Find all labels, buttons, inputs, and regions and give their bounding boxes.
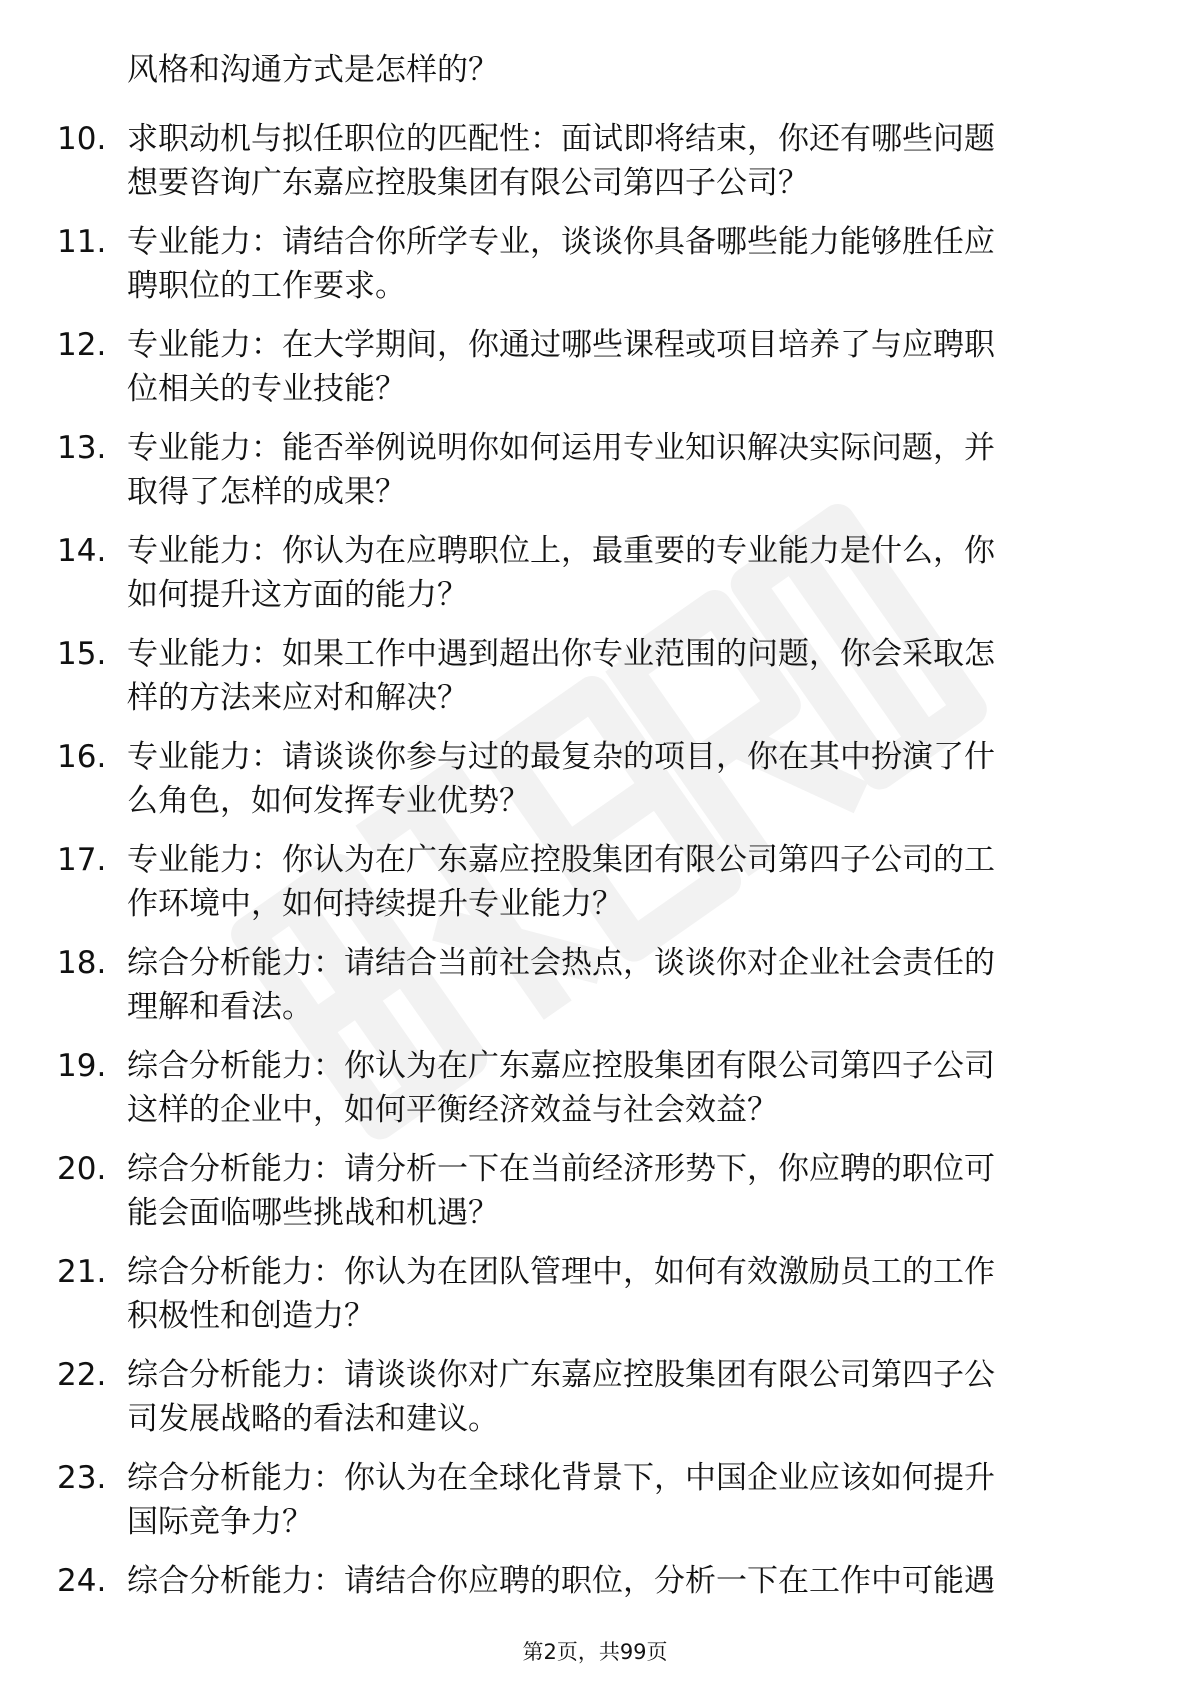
question-line: 专业能力：请谈谈你参与过的最复杂的项目，你在其中扮演了什	[127, 739, 995, 775]
question-number: 13.	[57, 430, 107, 466]
question-line: 综合分析能力：请谈谈你对广东嘉应控股集团有限公司第四子公	[127, 1357, 995, 1393]
question-line: 综合分析能力：请分析一下在当前经济形势下，你应聘的职位可	[127, 1151, 995, 1187]
question-line: 能会面临哪些挑战和机遇？	[127, 1195, 499, 1231]
question-line: 如何提升这方面的能力？	[127, 577, 468, 613]
question-text	[127, 117, 1107, 205]
question-text	[127, 1147, 1107, 1235]
question-item	[0, 1147, 1190, 1250]
question-line: 国际竞争力？	[127, 1504, 313, 1540]
question-text	[127, 426, 1107, 514]
question-number: 21.	[57, 1254, 107, 1290]
question-line: 样的方法来应对和解决？	[127, 680, 468, 716]
question-line: 专业能力：你认为在广东嘉应控股集团有限公司第四子公司的工	[127, 842, 995, 878]
question-number: 22.	[57, 1357, 107, 1393]
question-text	[127, 632, 1107, 720]
question-item	[0, 838, 1190, 941]
question-number: 23.	[57, 1460, 107, 1496]
question-line: 位相关的专业技能？	[127, 371, 406, 407]
question-item	[0, 117, 1190, 220]
question-item	[0, 1250, 1190, 1353]
question-text	[127, 1353, 1107, 1441]
page-footer: 第2页，共99页	[522, 1640, 668, 1664]
question-item	[0, 1353, 1190, 1456]
question-line: 综合分析能力：请结合你应聘的职位，分析一下在工作中可能遇	[127, 1563, 995, 1599]
question-item	[0, 735, 1190, 838]
question-number: 16.	[57, 739, 107, 775]
question-number: 11.	[57, 224, 107, 260]
question-line: 专业能力：能否举例说明你如何运用专业知识解决实际问题，并	[127, 430, 995, 466]
question-text	[127, 735, 1107, 823]
question-item	[0, 632, 1190, 735]
question-line: 专业能力：在大学期间，你通过哪些课程或项目培养了与应聘职	[127, 327, 995, 363]
question-line: 么角色，如何发挥专业优势？	[127, 783, 530, 819]
question-line: 综合分析能力：你认为在广东嘉应控股集团有限公司第四子公司	[127, 1048, 995, 1084]
question-number: 14.	[57, 533, 107, 569]
question-item	[0, 1456, 1190, 1559]
question-line: 积极性和创造力？	[127, 1298, 375, 1334]
question-number: 15.	[57, 636, 107, 672]
question-line: 想要咨询广东嘉应控股集团有限公司第四子公司？	[127, 165, 809, 201]
question-text	[127, 1044, 1107, 1132]
question-number: 24.	[57, 1563, 107, 1599]
question-number: 19.	[57, 1048, 107, 1084]
question-line: 司发展战略的看法和建议。	[127, 1401, 499, 1437]
question-line: 取得了怎样的成果？	[127, 474, 406, 510]
question-line: 专业能力：如果工作中遇到超出你专业范围的问题，你会采取怎	[127, 636, 995, 672]
question-line: 求职动机与拟任职位的匹配性：面试即将结束，你还有哪些问题	[127, 121, 995, 157]
question-line: 作环境中，如何持续提升专业能力？	[127, 886, 623, 922]
question-line: 理解和看法。	[127, 989, 313, 1025]
question-line: 综合分析能力：你认为在团队管理中，如何有效激励员工的工作	[127, 1254, 995, 1290]
question-item	[0, 323, 1190, 426]
question-line: 综合分析能力：你认为在全球化背景下，中国企业应该如何提升	[127, 1460, 995, 1496]
question-line: 专业能力：你认为在应聘职位上，最重要的专业能力是什么，你	[127, 533, 995, 569]
question-text	[127, 529, 1107, 617]
question-text	[127, 941, 1107, 1029]
question-number: 10.	[57, 121, 107, 157]
question-text	[127, 220, 1107, 308]
question-line: 专业能力：请结合你所学专业，谈谈你具备哪些能力能够胜任应	[127, 224, 995, 260]
question-line: 这样的企业中，如何平衡经济效益与社会效益？	[127, 1092, 778, 1128]
question-text	[127, 323, 1107, 411]
question-line: 聘职位的工作要求。	[127, 268, 406, 304]
question-number: 18.	[57, 945, 107, 981]
question-list	[0, 117, 1190, 1662]
question-text	[127, 1559, 1107, 1603]
question-item	[0, 1044, 1190, 1147]
question-text	[127, 838, 1107, 926]
question-line: 综合分析能力：请结合当前社会热点，谈谈你对企业社会责任的	[127, 945, 995, 981]
question-item	[0, 426, 1190, 529]
question-text	[127, 1456, 1107, 1544]
question-number: 20.	[57, 1151, 107, 1187]
question-item	[0, 529, 1190, 632]
question-item	[0, 220, 1190, 323]
question-number: 12.	[57, 327, 107, 363]
question-item	[0, 941, 1190, 1044]
question-number: 17.	[57, 842, 107, 878]
continuation-line: 风格和沟通方式是怎样的？	[127, 52, 499, 88]
question-text	[127, 1250, 1107, 1338]
